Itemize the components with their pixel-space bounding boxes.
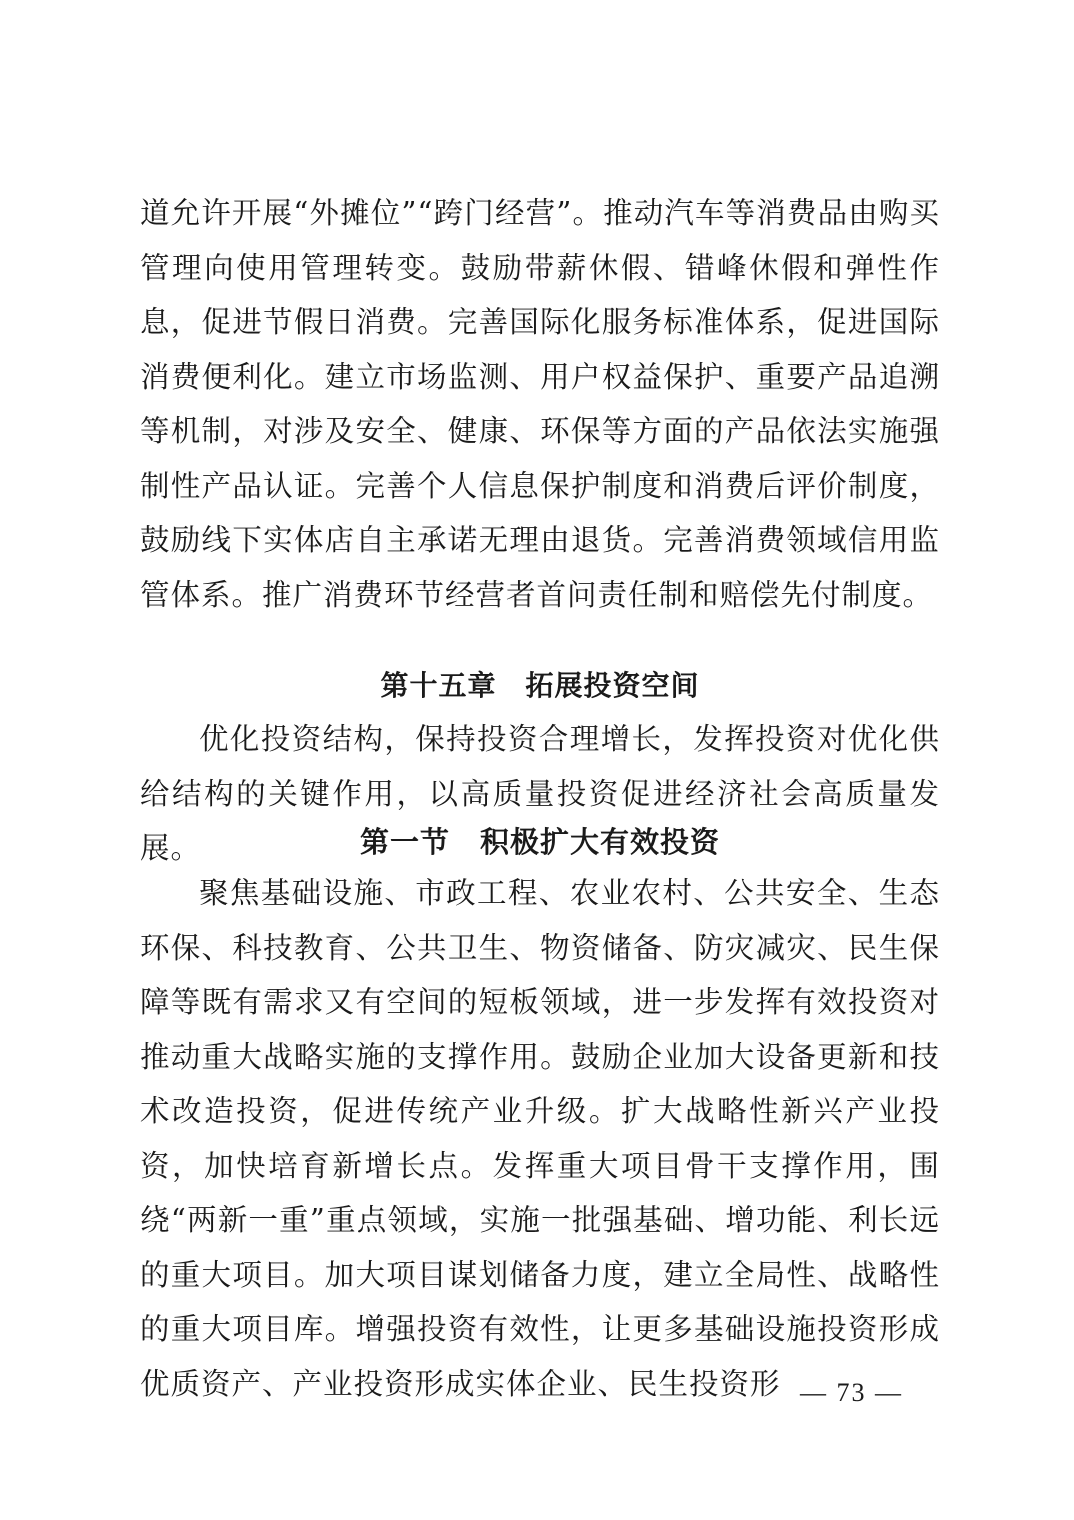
chapter-title: 第十五章 拓展投资空间 <box>380 669 700 702</box>
chapter-intro-paragraph: 优化投资结构，保持投资合理增长，发挥投资对优化供给结构的关键作用，以高质量投资促进经济社会高质量发展。 <box>140 722 940 865</box>
section-title: 第一节 积极扩大有效投资 <box>359 825 720 859</box>
section-body-paragraph: 聚焦基础设施、市政工程、农业农村、公共安全、生态环保、科技教育、公共卫生、物资储备、防灾减灾、民生保障等既有需求又有空间的短板领域，进一步发挥有效投资对推动重大战略实施的支撑作用。鼓励企业加大设备更新和技术改造投资，促进传统产业升级。扩大战略性新兴产业投资，加快培育新增长点。发挥重大项目骨干支撑作用，围绕“两新一重”重点领域，实施一批强基础、增功能、利长远的重大项目。加大项目谋划储备力度，建立全局性、战略性的重大项目库。增强投资有效性，让更多基础设施投资形成优质资产、产业投资形成实体企业、民生投资形 <box>140 876 940 1401</box>
continuation-paragraph: 道允许开展“外摊位”“跨门经营”。推动汽车等消费品由购买管理向使用管理转变。鼓励带薪休假、错峰休假和弹性作息，促进节假日消费。完善国际化服务标准体系，促进国际消费便利化。建立市场监测、用户权益保护、重要产品追溯等机制，对涉及安全、健康、环保等方面的产品依法实施强制性产品认证。完善个人信息保护制度和消费后评价制度，鼓励线下实体店自主承诺无理由退货。完善消费领域信用监管体系。推广消费环节经营者首问责任制和赔偿先付制度。 <box>140 196 940 612</box>
page-number: — 73 — <box>800 1378 903 1407</box>
